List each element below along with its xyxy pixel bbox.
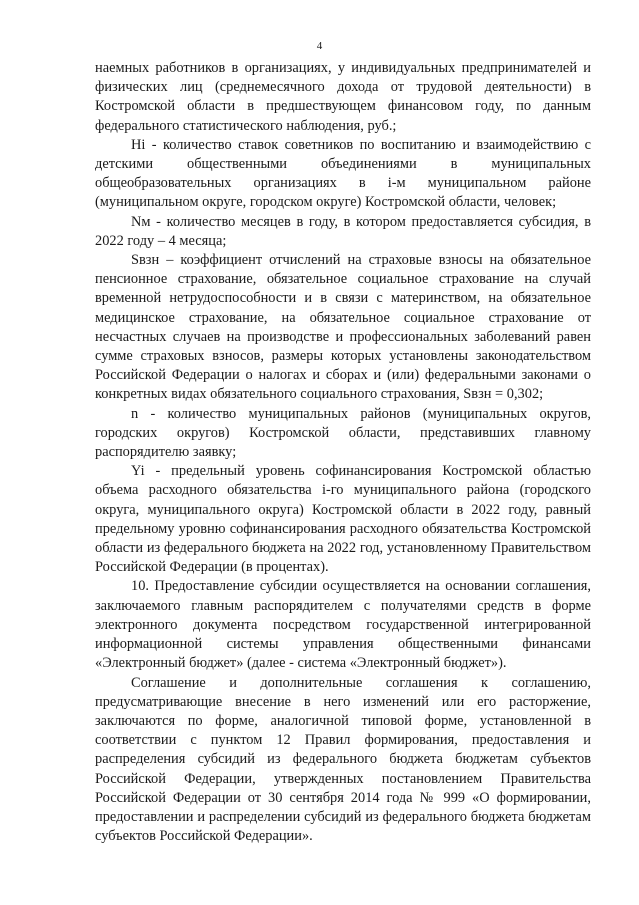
paragraph-n-definition: n - количество муниципальных районов (муниципальных округов, городских округов) Костромской области, представивших главному распорядителю заявку; — [95, 405, 591, 461]
paragraph-section-10: 10. Предоставление субсидии осуществляется на основании соглашения, заключаемого главным распорядителем с получателями средств в форме электронного документа посредством государственной интегрированной информационной системы управления общественными финансами «Электронный бюджет» (далее - система «Электронный бюджет»). — [95, 578, 591, 672]
paragraph-continuation: наемных работников в организациях, у индивидуальных предпринимателей и физических лиц (среднемесячного дохода от трудовой деятельности) в Костромской области в предшествующем финансовом году, по данным федерального статистического наблюдения, руб.; — [95, 60, 591, 134]
paragraph-svzn-definition: Sвзн – коэффициент отчислений на страховые взносы на обязательное пенсионное страхование, обязательное социальное страхование на случай временной нетрудоспособности и в связи с материнством, на обязательное медицинское страхование, на обязательное социальное страхование от несчастных случаев на производстве и профессиональных заболеваний равен сумме страховых взносов, размеры которых установлены законодательством Российской Федерации о налогах и сборах и (или) федеральными законами о конкретных видах обязательного социального страхования, Sвзн = 0,302; — [95, 252, 591, 403]
paragraph-yi-definition: Yi - предельный уровень софинансирования Костромской областью объема расходного обязательства i-го муниципального района (городского округа, муниципального округа) Костромской области в 2022 году, равный предельному уровню софинансирования расходного обязательства Костромской области из федерального бюджета на 2022 год, установленному Правительством Российской Федерации (в процентах). — [95, 463, 591, 576]
paragraph-agreement: Соглашение и дополнительные соглашения к соглашению, предусматривающие внесение в него изменений или его расторжение, заключаются по форме, аналогичной типовой форме, установленной в соответствии с пунктом 12 Правил формирования, предоставления и распределения субсидий из федерального бюджета бюджетам субъектов Российской Федерации, утвержденных постановлением Правительства Российской Федерации от 30 сентября 2014 года № 999 «О формировании, предоставлении и распределении субсидий из федерального бюджета бюджетам субъектов Российской Федерации». — [95, 674, 591, 845]
document-body — [95, 59, 591, 846]
paragraph-hi-definition: Hi - количество ставок советников по воспитанию и взаимодействию с детскими общественными объединениями в муниципальных общеобразовательных организациях в i-м муниципальном районе (муниципальном округе, городском округе) Костромской области, человек; — [95, 136, 591, 211]
page-number: 4 — [316, 40, 323, 52]
paragraph-nm-definition: Nм - количество месяцев в году, в котором предоставляется субсидия, в 2022 году – 4 месяца; — [95, 213, 591, 249]
